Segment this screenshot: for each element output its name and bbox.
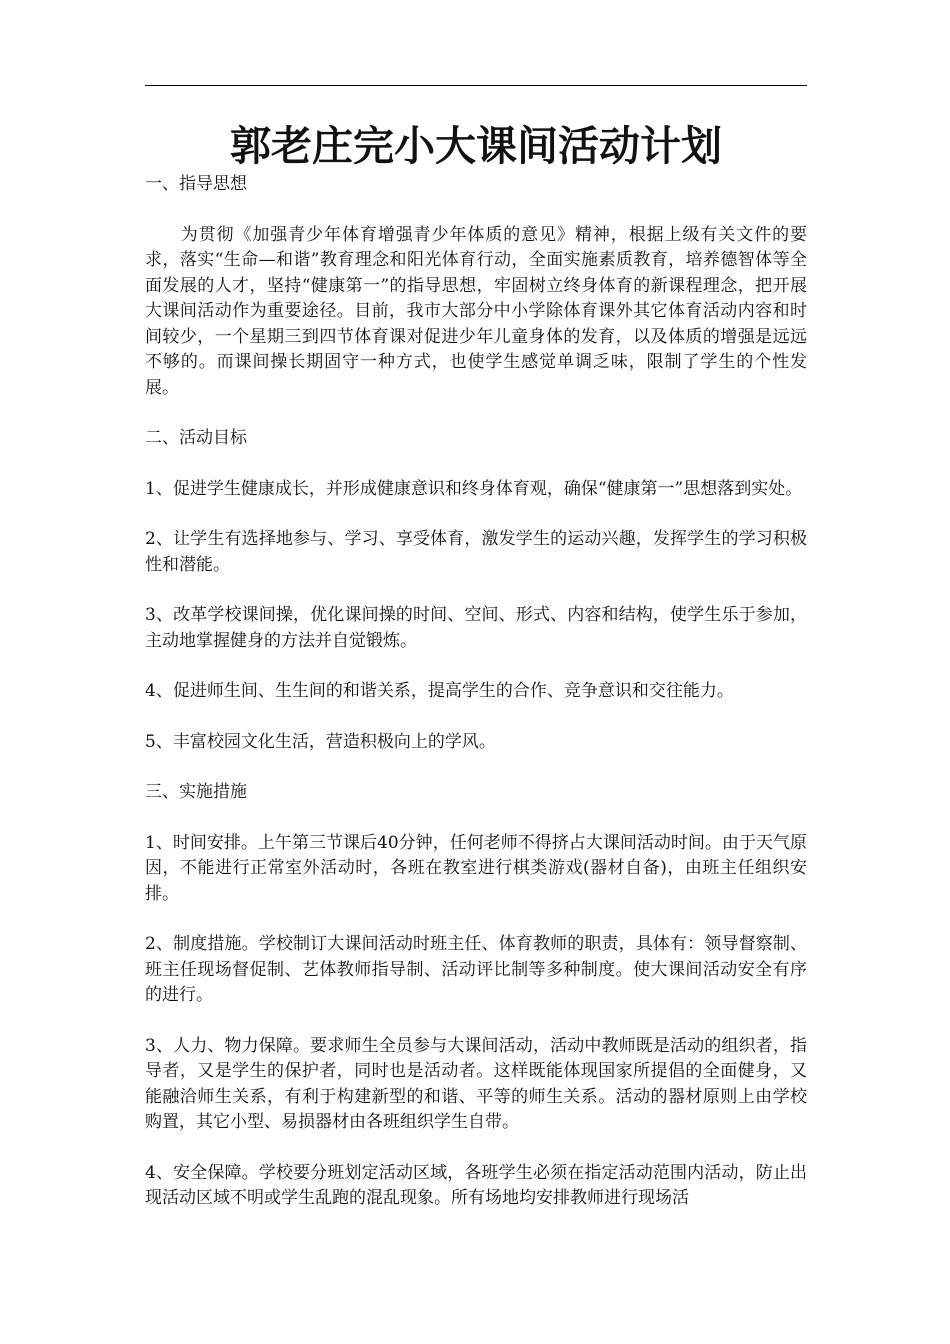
paragraph-guiding-thought: 为贯彻《加强青少年体育增强青少年体质的意见》精神，根据上级有关文件的要求，落实“生命—和谐”教育理念和阳光体育行动，全面实施素质教育，培养德智体等全面发展的人才，坚持“健康第一”的指导思想，牢固树立终身体育的新课程理念，把开展大课间活动作为重要途径。目前，我市大部分中小学除体育课外其它体育活动内容和时间较少，一个星期三到四节体育课对促进少年儿童身体的发育，以及体质的增强是远远不够的。而课间操长期固守一种方式，也使学生感觉单调乏味，限制了学生的个性发展。 xyxy=(145,224,807,398)
paragraph-measure-3: 3、人力、物力保障。要求师生全员参与大课间活动，活动中教师既是活动的组织者，指导者，又是学生的保护者，同时也是活动者。这样既能体现国家所提倡的全面健身，又能融洽师生关系，有利于构建新型的和谐、平等的师生关系。活动的器材原则上由学校购置，其它小型、易损器材由各班组织学生自带。 xyxy=(145,1035,807,1132)
paragraph-goal-2: 2、让学生有选择地参与、学习、享受体育，激发学生的运动兴趣，发挥学生的学习积极性和潜能。 xyxy=(145,529,807,575)
paragraph-goal-4: 4、促进师生间、生生间的和谐关系，提高学生的合作、竞争意识和交往能力。 xyxy=(145,681,734,701)
document-body xyxy=(145,172,807,1212)
paragraph-goal-1: 1、促进学生健康成长，并形成健康意识和终身体育观，确保“健康第一”思想落到实处。 xyxy=(145,478,803,499)
paragraph-goal-5: 5、丰富校园文化生活，营造积极向上的学风。 xyxy=(145,731,496,752)
section-heading-measures: 三、实施措施 xyxy=(145,782,247,802)
paragraph-measure-1: 1、时间安排。上午第三节课后40分钟，任何老师不得挤占大课间活动时间。由于天气原因，不能进行正常室外活动时，各班在教室进行棋类游戏(器材自备)，由班主任组织安排。 xyxy=(145,832,807,904)
paragraph-goal-3: 3、改革学校课间操，优化课间操的时间、空间、形式、内容和结构，使学生乐于参加，主动地掌握健身的方法并自觉锻炼。 xyxy=(145,605,807,651)
section-heading-activity-goals: 二、活动目标 xyxy=(145,428,247,448)
document-title: 郭老庄完小大课间活动计划 xyxy=(230,122,722,170)
header-rule xyxy=(145,85,807,86)
paragraph-measure-4: 4、安全保障。学校要分班划定活动区域，各班学生必须在指定活动范围内活动，防止出现活动区域不明或学生乱跑的混乱现象。所有场地均安排教师进行现场活 xyxy=(145,1162,807,1208)
paragraph-measure-2: 2、制度措施。学校制订大课间活动时班主任、体育教师的职责，具体有：领导督察制、班主任现场督促制、艺体教师指导制、活动评比制等多种制度。使大课间活动安全有序的进行。 xyxy=(145,934,807,1005)
section-heading-guiding-thought: 一、指导思想 xyxy=(145,174,247,194)
